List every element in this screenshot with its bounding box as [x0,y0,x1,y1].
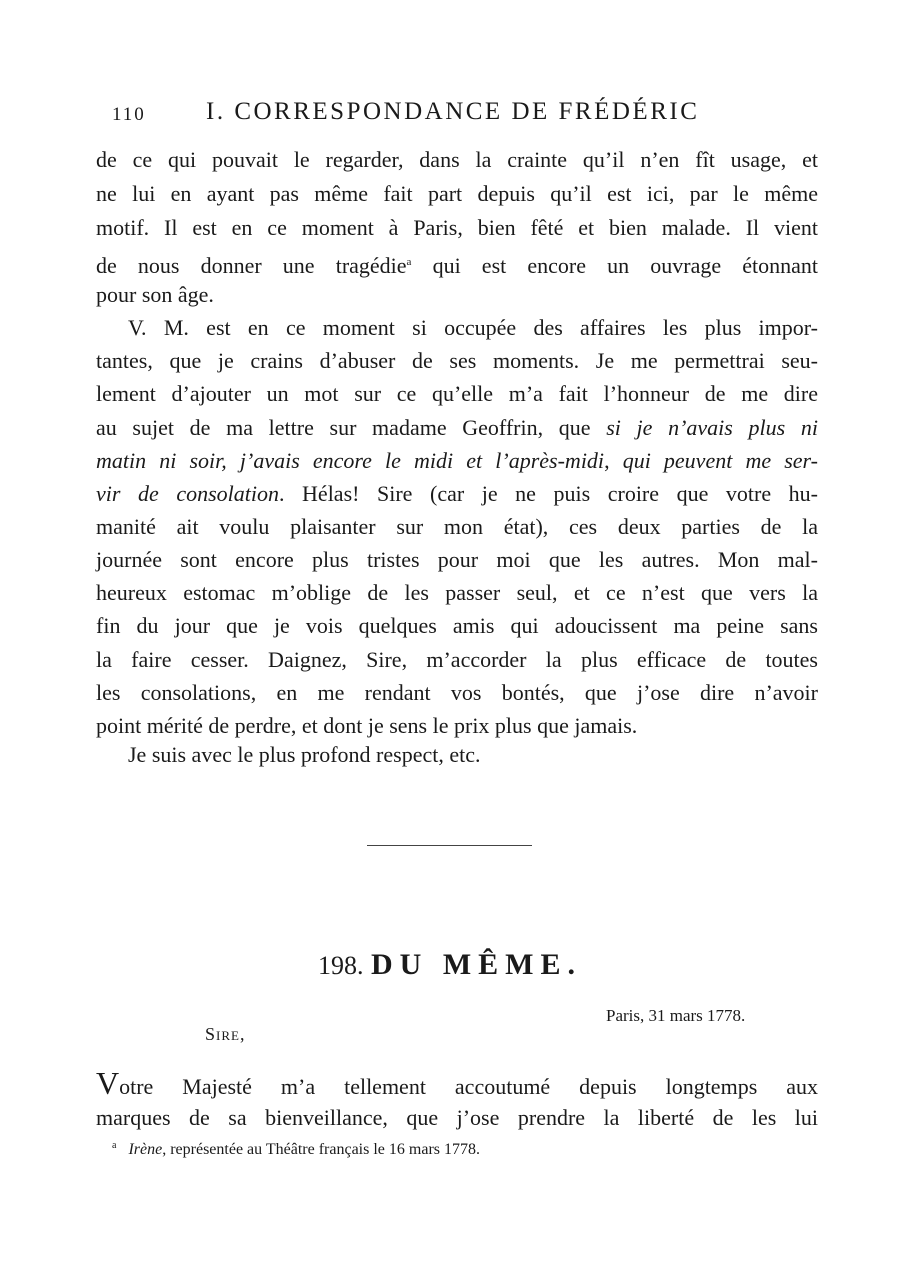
letter-line [96,1065,818,1101]
footnote-title: Irène [128,1141,163,1158]
line-text: motif. Il est en ce moment à Paris, bien fêté et bien malade. Il vient [96,215,818,240]
line-text: heureux estomac m’oblige de les passer seul, et ce n’est que vers la [96,580,818,605]
dateline: Paris, 31 mars 1778. [606,1006,746,1025]
line-text: V. M. est en ce moment si occupée des affaires les plus impor- [128,315,818,340]
line-text: qui est encore un ouvrage étonnant [411,253,818,278]
line-text: journée sont encore plus tristes pour moi que les autres. Mon mal- [96,547,818,572]
section-divider [367,845,532,846]
line-text: lement d’ajouter un mot sur ce qu’elle m’a fait l’honneur de me dire [96,381,818,406]
body-line [96,448,818,474]
line-text: pour son âge. [96,282,214,307]
body-line [96,249,818,279]
body-line [96,514,818,540]
body-line [128,315,818,341]
line-text: . Hélas! Sire (car je ne puis croire que votre hu- [278,481,818,506]
line-text: de ce qui pouvait le regarder, dans la crainte qu’il n’en fît usage, et [96,147,818,172]
letter-line [96,1105,818,1131]
body-line [96,647,818,673]
line-text: fin du jour que je vois quelques amis qui adoucissent ma peine sans [96,613,818,638]
line-text: marques de sa bienveillance, que j’ose prendre la liberté de les lui [96,1105,818,1130]
line-text: , [604,448,623,473]
body-line [96,415,818,441]
line-text: les consolations, en me rendant vos bontés, que j’ose dire n’avoir [96,680,818,705]
line-text: tantes, que je crains d’abuser de ses moments. Je me permettrai seu- [96,348,818,373]
body-line [128,742,818,768]
body-line [96,282,818,308]
body-line [96,680,818,706]
body-line [96,215,818,241]
body-line [96,713,818,739]
body-line [96,348,818,374]
body-line [96,580,818,606]
letter-heading: DU MÊME. [371,948,582,981]
italic-text: vir de consolation [96,481,279,506]
running-head: I. CORRESPONDANCE DE FRÉDÉRIC [206,98,700,125]
line-text: de nous donner une tragédie [96,253,407,278]
footnote [112,1140,480,1159]
line-text: la faire cesser. Daignez, Sire, m’accorder la plus efficace de toutes [96,647,818,672]
drop-cap: V [96,1065,120,1101]
body-line [96,381,818,407]
body-line [96,147,818,173]
italic-text: matin ni soir, j’avais encore le midi et l’après-midi [96,448,605,473]
letter-title [0,948,900,982]
footnote-text: , représentée au Théâtre français le 16 mars 1778. [162,1141,480,1158]
page-number: 110 [112,104,146,125]
line-text: manité ait voulu plaisanter sur mon état), ces deux parties de la [96,514,818,539]
line-text: Je suis avec le plus profond respect, etc. [128,742,481,767]
italic-text: si je n’avais plus ni [606,415,818,440]
salutation: Sire, [205,1024,246,1044]
body-line [96,181,818,207]
footnote-marker: a [112,1140,117,1151]
line-text: point mérité de perdre, et dont je sens le prix plus que jamais. [96,713,638,738]
line-text: otre Majesté m’a tellement accoutumé depuis longtemps aux [119,1074,818,1099]
body-line [96,547,818,573]
line-text: ne lui en ayant pas même fait part depuis qu’il est ici, par le même [96,181,818,206]
italic-text: qui peuvent me ser- [622,448,818,473]
line-text: au sujet de ma lettre sur madame Geoffrin, que [96,415,607,440]
letter-number: 198. [318,951,364,980]
body-line [96,613,818,639]
body-line [96,481,818,507]
footnote-ref: a [406,256,412,268]
